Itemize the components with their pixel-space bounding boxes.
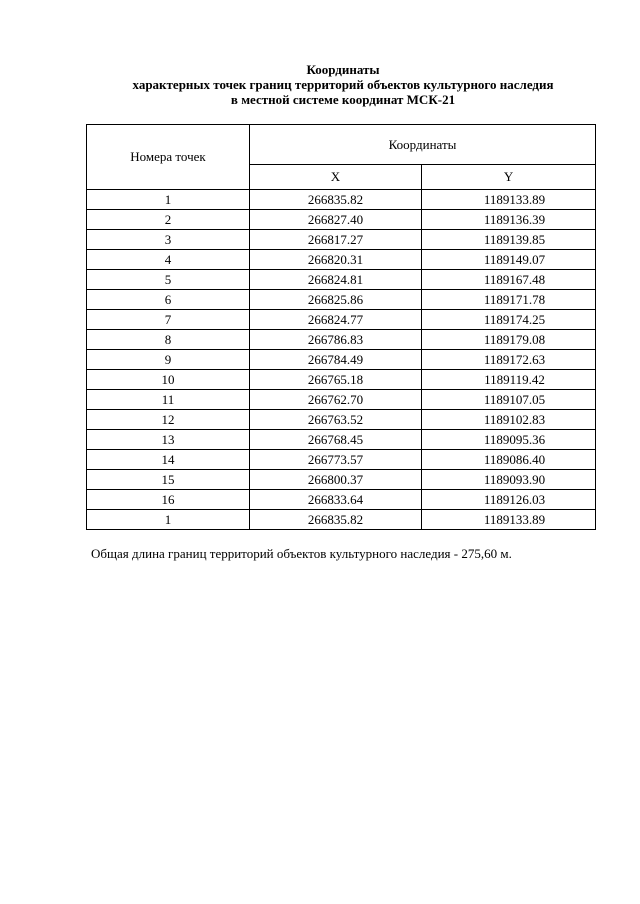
point-number-cell: 7 bbox=[87, 310, 250, 330]
x-coordinate-cell: 266765.18 bbox=[250, 370, 422, 390]
table-row bbox=[87, 410, 596, 430]
y-coordinate-cell: 1189179.08 bbox=[422, 330, 596, 350]
x-coordinate-cell: 266784.49 bbox=[250, 350, 422, 370]
table-row bbox=[87, 230, 596, 250]
x-coordinate-cell: 266762.70 bbox=[250, 390, 422, 410]
x-coordinate-cell: 266820.31 bbox=[250, 250, 422, 270]
header-x: X bbox=[250, 165, 422, 190]
table-row bbox=[87, 190, 596, 210]
y-coordinate-cell: 1189126.03 bbox=[422, 490, 596, 510]
table-row bbox=[87, 390, 596, 410]
coordinates-table bbox=[86, 124, 596, 530]
table-row bbox=[87, 470, 596, 490]
heading-line-1: Координаты bbox=[306, 62, 380, 77]
point-number-cell: 10 bbox=[87, 370, 250, 390]
point-number-cell: 2 bbox=[87, 210, 250, 230]
header-coordinates: Координаты bbox=[250, 125, 596, 165]
point-number-cell: 1 bbox=[87, 510, 250, 530]
x-coordinate-cell: 266824.81 bbox=[250, 270, 422, 290]
table-row bbox=[87, 310, 596, 330]
point-number-cell: 14 bbox=[87, 450, 250, 470]
table-row bbox=[87, 350, 596, 370]
y-coordinate-cell: 1189086.40 bbox=[422, 450, 596, 470]
table-row bbox=[87, 490, 596, 510]
point-number-cell: 15 bbox=[87, 470, 250, 490]
x-coordinate-cell: 266768.45 bbox=[250, 430, 422, 450]
table-row bbox=[87, 250, 596, 270]
header-point-numbers: Номера точек bbox=[87, 125, 250, 190]
x-coordinate-cell: 266786.83 bbox=[250, 330, 422, 350]
y-coordinate-cell: 1189119.42 bbox=[422, 370, 596, 390]
table-row bbox=[87, 510, 596, 530]
y-coordinate-cell: 1189095.36 bbox=[422, 430, 596, 450]
header-y: Y bbox=[422, 165, 596, 190]
y-coordinate-cell: 1189149.07 bbox=[422, 250, 596, 270]
x-coordinate-cell: 266827.40 bbox=[250, 210, 422, 230]
heading-line-2: характерных точек границ территорий объектов культурного наследия bbox=[132, 77, 554, 92]
point-number-cell: 13 bbox=[87, 430, 250, 450]
total-length-note: Общая длина границ территорий объектов культурного наследия - 275,60 м. bbox=[91, 546, 512, 561]
x-coordinate-cell: 266835.82 bbox=[250, 510, 422, 530]
x-coordinate-cell: 266824.77 bbox=[250, 310, 422, 330]
y-coordinate-cell: 1189172.63 bbox=[422, 350, 596, 370]
table-row bbox=[87, 290, 596, 310]
point-number-cell: 6 bbox=[87, 290, 250, 310]
y-coordinate-cell: 1189139.85 bbox=[422, 230, 596, 250]
y-coordinate-cell: 1189174.25 bbox=[422, 310, 596, 330]
point-number-cell: 8 bbox=[87, 330, 250, 350]
coordinates-table-body bbox=[87, 190, 596, 530]
table-row bbox=[87, 370, 596, 390]
y-coordinate-cell: 1189102.83 bbox=[422, 410, 596, 430]
document-heading bbox=[0, 62, 640, 107]
table-row bbox=[87, 330, 596, 350]
x-coordinate-cell: 266763.52 bbox=[250, 410, 422, 430]
table-row bbox=[87, 430, 596, 450]
table-row bbox=[87, 270, 596, 290]
x-coordinate-cell: 266773.57 bbox=[250, 450, 422, 470]
y-coordinate-cell: 1189171.78 bbox=[422, 290, 596, 310]
point-number-cell: 16 bbox=[87, 490, 250, 510]
y-coordinate-cell: 1189093.90 bbox=[422, 470, 596, 490]
point-number-cell: 1 bbox=[87, 190, 250, 210]
table-row bbox=[87, 450, 596, 470]
point-number-cell: 4 bbox=[87, 250, 250, 270]
point-number-cell: 3 bbox=[87, 230, 250, 250]
table-row bbox=[87, 210, 596, 230]
x-coordinate-cell: 266833.64 bbox=[250, 490, 422, 510]
y-coordinate-cell: 1189133.89 bbox=[422, 510, 596, 530]
x-coordinate-cell: 266835.82 bbox=[250, 190, 422, 210]
point-number-cell: 11 bbox=[87, 390, 250, 410]
y-coordinate-cell: 1189136.39 bbox=[422, 210, 596, 230]
x-coordinate-cell: 266825.86 bbox=[250, 290, 422, 310]
x-coordinate-cell: 266817.27 bbox=[250, 230, 422, 250]
y-coordinate-cell: 1189133.89 bbox=[422, 190, 596, 210]
point-number-cell: 5 bbox=[87, 270, 250, 290]
point-number-cell: 9 bbox=[87, 350, 250, 370]
x-coordinate-cell: 266800.37 bbox=[250, 470, 422, 490]
point-number-cell: 12 bbox=[87, 410, 250, 430]
y-coordinate-cell: 1189167.48 bbox=[422, 270, 596, 290]
y-coordinate-cell: 1189107.05 bbox=[422, 390, 596, 410]
heading-line-3: в местной системе координат МСК-21 bbox=[230, 92, 456, 107]
